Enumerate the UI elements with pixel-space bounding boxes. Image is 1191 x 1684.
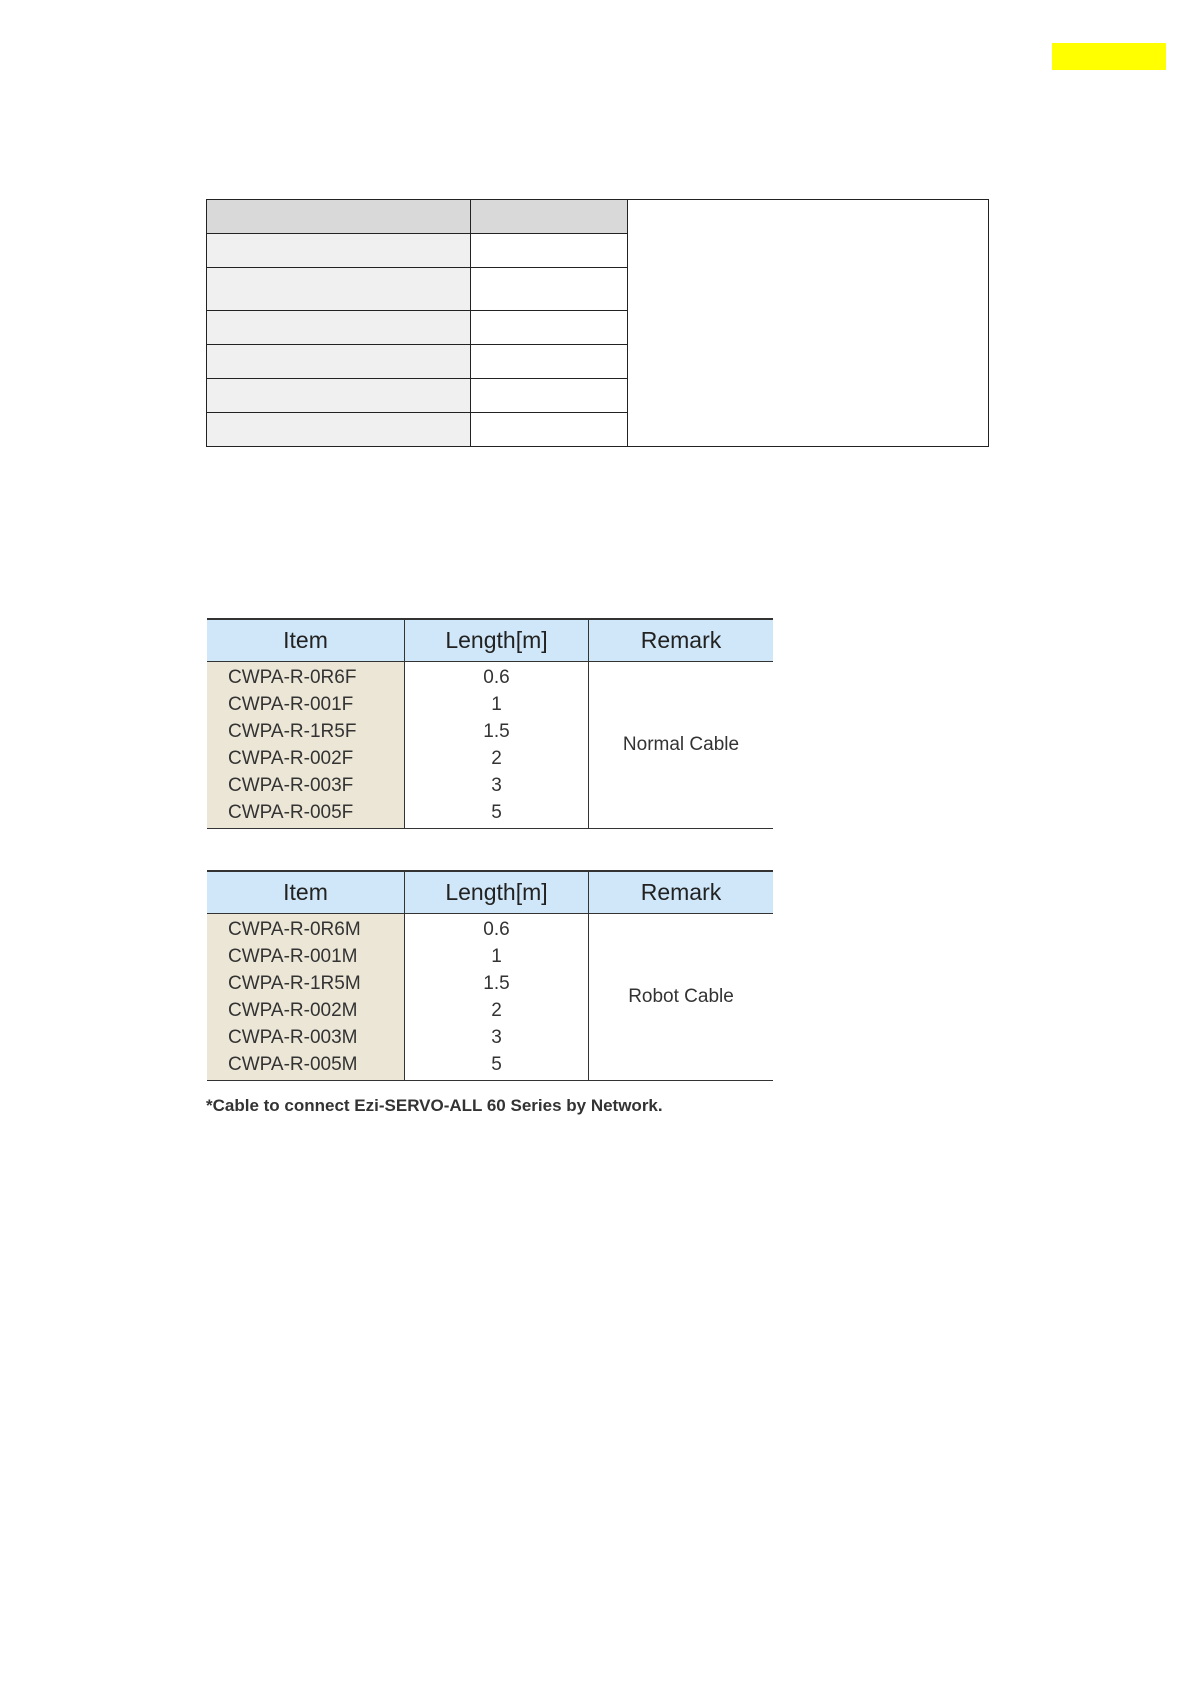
item-code: CWPA-R-003F <box>228 775 354 796</box>
table-row <box>207 914 773 1081</box>
item-code: CWPA-R-003M <box>228 1027 358 1048</box>
robot-cable-table <box>207 870 773 1081</box>
spec-table-empty <box>206 199 989 447</box>
length-value: 3 <box>491 775 502 796</box>
footnote: *Cable to connect Ezi-SERVO-ALL 60 Series by Network. <box>206 1096 663 1115</box>
table-header-row <box>207 200 989 234</box>
item-code: CWPA-R-001F <box>228 694 354 715</box>
table-cell <box>207 345 471 379</box>
length-column-header: Length[m] <box>405 871 589 914</box>
remark-column-header: Remark <box>589 871 774 914</box>
table-cell <box>471 311 628 345</box>
item-column-header: Item <box>207 619 405 662</box>
table-cell <box>471 379 628 413</box>
table-cell <box>207 268 471 311</box>
length-value: 5 <box>491 802 502 823</box>
table-cell <box>471 413 628 447</box>
table-cell <box>207 234 471 268</box>
item-code: CWPA-R-0R6M <box>228 919 361 940</box>
item-code: CWPA-R-1R5M <box>228 973 361 994</box>
item-code: CWPA-R-002M <box>228 1000 358 1021</box>
item-code: CWPA-R-001M <box>228 946 358 967</box>
length-value: 2 <box>491 1000 502 1021</box>
item-column-header: Item <box>207 871 405 914</box>
length-value: 1.5 <box>483 973 510 994</box>
table-cell <box>471 345 628 379</box>
item-code: CWPA-R-0R6F <box>228 667 357 688</box>
length-column-header: Length[m] <box>405 619 589 662</box>
table-cell <box>207 413 471 447</box>
length-value: 1 <box>491 694 502 715</box>
table-cell <box>471 234 628 268</box>
remark-cell: Normal Cable <box>589 662 774 829</box>
length-value: 0.6 <box>483 919 510 940</box>
item-list-cell <box>207 914 405 1081</box>
table-cell <box>207 311 471 345</box>
highlight-marker <box>1052 43 1166 70</box>
table-cell <box>471 268 628 311</box>
item-code: CWPA-R-005F <box>228 802 354 823</box>
length-value: 3 <box>491 1027 502 1048</box>
table-cell <box>207 379 471 413</box>
length-list-cell <box>405 914 589 1081</box>
item-code: CWPA-R-1R5F <box>228 721 357 742</box>
remark-cell: Robot Cable <box>589 914 774 1081</box>
length-value: 1 <box>491 946 502 967</box>
item-code: CWPA-R-005M <box>228 1054 358 1075</box>
item-code: CWPA-R-002F <box>228 748 354 769</box>
merged-remark-cell <box>628 200 989 447</box>
table-row <box>207 662 773 829</box>
length-value: 5 <box>491 1054 502 1075</box>
table-header-row <box>207 871 773 914</box>
table-cell <box>207 200 471 234</box>
length-value: 2 <box>491 748 502 769</box>
length-value: 0.6 <box>483 667 510 688</box>
item-list-cell <box>207 662 405 829</box>
length-value: 1.5 <box>483 721 510 742</box>
table-cell <box>471 200 628 234</box>
table-header-row <box>207 619 773 662</box>
normal-cable-table <box>207 618 773 829</box>
length-list-cell <box>405 662 589 829</box>
remark-column-header: Remark <box>589 619 774 662</box>
